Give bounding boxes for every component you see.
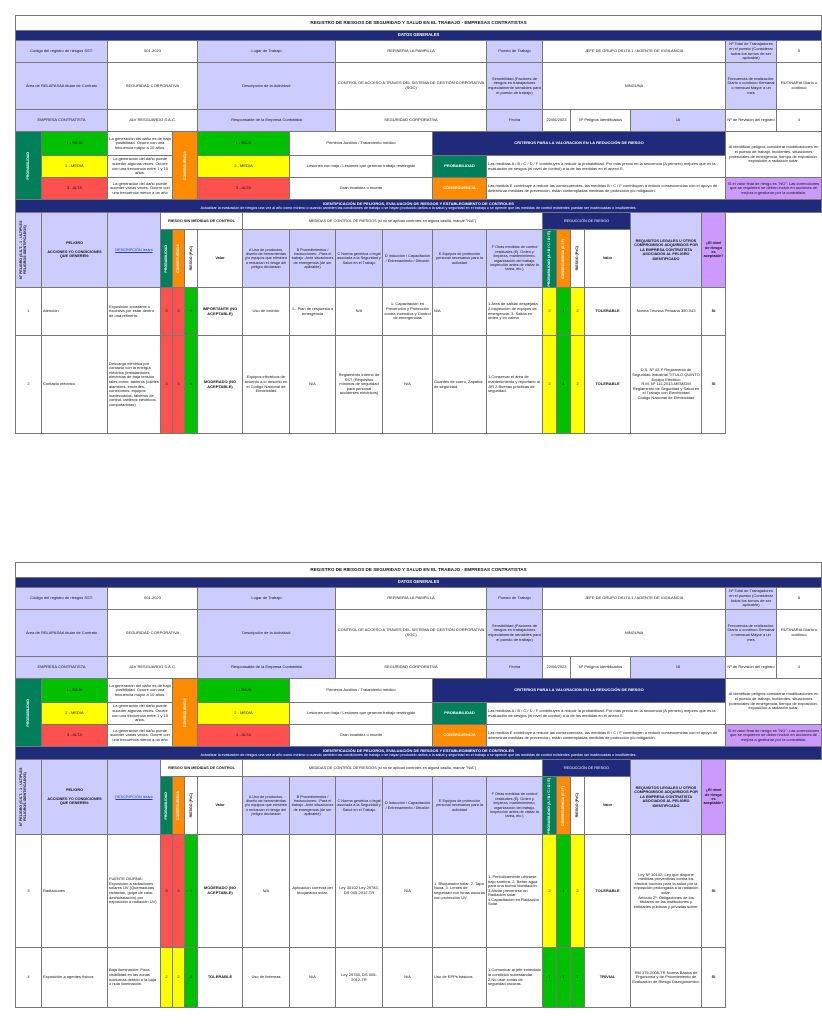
prob-level-1-desc: La generación del daño es de baja posibilidad. Ocurre con una frecuencia mayor a 10 años. — [108, 132, 173, 156]
register-title: REGISTRO DE RIESGOS DE SEGURIDAD Y SALUD EN EL TRABAJO - EMPRESAS CONTRATISTAS — [16, 563, 822, 578]
criterio-prob-text: Las medidas A / B / C / D / F contribuyen a reducir la probabilidad. Por más previo en la secuencia (A primero) mejores que es la evaluación de riesgos (el nivel de control) a la de las medidas en el anexo E. — [487, 156, 726, 178]
register-sheet-2 — [15, 562, 820, 1008]
criterios-header: CRITERIOS PARA LA VALORACION EN LA REDUCCIÓN DE RIESGO — [433, 679, 726, 703]
acceptable-value: SI — [702, 835, 726, 948]
risk-level: TOLERABLE — [198, 948, 243, 1008]
col-riesgo: RIESGO (PxC) — [185, 230, 198, 288]
col-medida-d: D Inducción / Capacitación / Entrenamiento / Difusión — [383, 230, 433, 288]
cons-residual: 1 — [557, 948, 571, 1008]
criterio-cons-tag: CONSECUENCIA — [433, 178, 487, 200]
legal-requirements: Ley Nº 30102: Ley que dispone medidas preventivas contra los efectos nocivos para la salud por la exposición prolongada a la radiación solar. Artículo 2º: Obligaciones de los titulares de las instituciones y entidades públicas y privadas sobre. — [631, 835, 702, 948]
hazard-description: Exposición constante o excesiva por estar dentro de una refinería. — [108, 288, 161, 336]
prob-value: 3 — [161, 336, 173, 434]
col-consecuencia: CONSECUENCIA — [173, 230, 185, 288]
note-identificar: Al identificar peligros considerar modificaciones en el puesto de trabajo, incidentes, situaciones potenciales de emergencia, tiempo de exposición, exposición a radiación solar. — [726, 679, 822, 725]
hazard-number: 4 — [16, 948, 42, 1008]
note-valor-final: Si el valor final de riesgo es "NO": Las correcciones que se requieren se deben incluir en acciones de mejora a gestionar por la contratista. — [726, 725, 822, 747]
cons-level-3: 3 - ALTA — [198, 178, 290, 200]
measure-a: Uso de extintor — [243, 288, 290, 336]
cons-residual: 1 — [557, 835, 571, 948]
col-valor-2: Valor — [585, 777, 631, 835]
col-medida-f: F Otras medidas de control residuales (Ej. Orden y limpieza, mantenimiento, organización del trabajo, inspección antes de visitar la tarea, etc.) — [487, 230, 543, 288]
empresa-value: J&V RESGUARDO S.A.C. — [108, 657, 198, 679]
puesto-label: Puesto de Trabajo — [487, 41, 543, 63]
desc-value: CONTROL DE ACCESO A TRAVES DEL SISTEMA DE GESTIÓN CORPORATIVA (SGC) — [336, 610, 487, 657]
risk-level: IMPORTANTE (NO ACEPTABLE) — [198, 288, 243, 336]
hazard-name: Atención — [42, 288, 108, 336]
sens-value: NINGUNA — [543, 63, 726, 110]
codigo-value: 001-2023 — [108, 588, 198, 610]
cons-level-2-desc: Lesiones con baja / Lesiones que generan trabajo restringido — [290, 156, 433, 178]
prob-value: 2 — [161, 948, 173, 1008]
criterio-prob-tag: PROBABILIDAD — [433, 156, 487, 178]
col-medida-b: B Procedimientos / Instrucciones: -Para el trabajo -Ante situaciones de emergencia (de ser aplicable) — [290, 230, 336, 288]
criterio-prob-tag: PROBABILIDAD — [433, 703, 487, 725]
risk-value: 4 — [185, 948, 198, 1008]
col-probabilidad-2: PROBABILIDAD (A / B / C / D / E) — [543, 777, 557, 835]
col-probabilidad-2: PROBABILIDAD (A / B / C / D / E) — [543, 230, 557, 288]
criterio-cons-tag: CONSECUENCIA — [433, 725, 487, 747]
register-title: REGISTRO DE RIESGOS DE SEGURIDAD Y SALUD EN EL TRABAJO - EMPRESAS CONTRATISTAS — [16, 16, 822, 31]
col-aceptable: ¿El nivel de riesgo es aceptable? — [702, 213, 726, 288]
risk-value: 9 — [185, 835, 198, 948]
consecuencia-label: CONSECUENCIA — [173, 132, 198, 200]
cons-level-3-desc: Gran invalidez o muerte — [290, 725, 433, 747]
col-consecuencia-2: CONSECUENCIA (E / F) — [557, 230, 571, 288]
col-medida-f: F Otras medidas de control residuales (Ej. Orden y limpieza, mantenimiento, organización del trabajo, inspección antes de visitar la tarea, etc.) — [487, 777, 543, 835]
hazard-name: Contacto eléctrico — [42, 336, 108, 434]
lugar-value: REFINERIA LA PAMPILLA — [336, 588, 487, 610]
col-sin-medidas: RIESGO SIN MEDIDAS DE CONTROL — [161, 213, 243, 230]
cons-residual: 1 — [557, 336, 571, 434]
prob-level-3: 3 - ALTA — [42, 178, 108, 200]
prob-level-2-desc: La generación del daño puede suceder algunas veces. Ocurre con una frecuencia entre 1 y 10 años. — [108, 703, 173, 725]
hazard-row — [16, 288, 822, 336]
measure-b: 1.- Plan de respuesta a emergencia — [290, 288, 336, 336]
register-sheet-1 — [15, 15, 820, 434]
measure-c: N/A — [336, 288, 383, 336]
ntrab-label: Nº Total de Trabajadores en el puesto (Considerar todos los turnos de ser aplicable) — [726, 588, 777, 610]
legal-requirements: RM 375-2008-TR Norma Básica de Ergonomía y de Procedimiento de Evaluación de Riesgo Disergonómico. — [631, 948, 702, 1008]
prob-level-1-desc: La generación del daño es de baja posibilidad. Ocurre con una frecuencia mayor a 10 años. — [108, 679, 173, 703]
cons-residual: 1 — [557, 288, 571, 336]
section-identificacion: IDENTIFICACIÓN DE PELIGROS, EVALUACIÓN DE RIESGOS Y ESTABLECIMIENTO DE CONTROLES Actualizar la evaluación de riesgos una vez al año como mínimo o cuando cambien las condiciones de trabajo o se hayan producido daños a la salud y seguridad en el trabajo o se aprecie que las medidas de control existentes puedan ser inadecuadas o insuficientes. — [16, 747, 822, 760]
risk-level-residual: TRIVIAL — [585, 948, 631, 1008]
cons-level-1: 1 - BAJA — [198, 679, 290, 703]
section-datos-generales: DATOS GENERALES — [16, 31, 822, 41]
col-medida-e: E Equipos de protección personal necesarios para la actividad — [433, 230, 487, 288]
fecha-value: 22/06/2023 — [543, 657, 571, 679]
measure-f: 1.Área de salida/ despejada 2.Inspección de equipos de emergencia. 3. Salida en orden y en calma — [487, 288, 543, 336]
prob-level-1: 1 - BAJA — [42, 132, 108, 156]
legal-requirements: Norma Técnica Peruana 350.043 — [631, 288, 702, 336]
section-datos-generales: DATOS GENERALES — [16, 578, 822, 588]
cons-level-2-desc: Lesiones con baja / Lesiones que generan trabajo restringido — [290, 703, 433, 725]
risk-value: 9 — [185, 336, 198, 434]
codigo-label: Código del registro de riesgos SST: — [16, 588, 108, 610]
nrev-label: Nº de Revisión del registro — [726, 110, 777, 132]
criterios-header: CRITERIOS PARA LA VALORACION EN LA REDUCCIÓN DE RIESGO — [433, 132, 726, 156]
puesto-value: JEFE DE GRUPO DELTA 1 / AGENTE DE VIGILANCIA — [543, 41, 726, 63]
col-valor: Valor — [198, 230, 243, 288]
col-requisitos: REQUISITOS LEGALES U OTROS COMPROMISOS ADQUIRIDOS POR LA EMPRESA CONTRATISTA ASOCIADOS AL PELIGRO IDENTIFICADO — [631, 213, 702, 288]
prob-level-2: 2 - MEDIA — [42, 703, 108, 725]
empresa-label: EMPRESA CONTRATISTA — [16, 110, 108, 132]
col-medida-c: C Norma genérica o legal asociada a la Seguridad y Salud en el Trabajo — [336, 230, 383, 288]
prob-residual: 2 — [543, 835, 557, 948]
desc-label: Descripción de la Actividad: — [198, 610, 336, 657]
nrev-label: Nº de Revisión del registro — [726, 657, 777, 679]
cons-level-2: 2 - MEDIA — [198, 703, 290, 725]
consecuencia-label: CONSECUENCIA — [173, 679, 198, 747]
hazard-description: FUENTE DIURNA: Exposición a radiaciones solares UV (Quemaduras radiación, golpe de calor, deshidratación) por exposición a radiación UV) — [108, 835, 161, 948]
legal-requirements: D.S. Nº 42-F Reglamento de Seguridad Industrial TITULO QUINTO Equipo Eléctrico R.M. Nº 111-2013-MEM/DM Reglamento de Seguridad y Salud en el Trabajo con Electricidad Código Nacional de Electricidad — [631, 336, 702, 434]
resp-label: Responsable de la Empresa Contratista — [198, 657, 336, 679]
risk-level-residual: TOLERABLE — [585, 288, 631, 336]
acceptable-value: SI — [702, 288, 726, 336]
fecha-label: Fecha — [487, 657, 543, 679]
frec-label: Frecuencia de realización: Diario o continuo Semanal o mensual Mayor a un mes — [726, 610, 777, 657]
area-value: SEGURIDAD CORPORATIVA — [108, 610, 198, 657]
measure-c: Reglamento Interno de SST (Requisitos mínimos de seguridad para personal accidentes eléctricos) — [336, 336, 383, 434]
hazard-number: 3 — [16, 835, 42, 948]
col-valor-2: Valor — [585, 230, 631, 288]
cons-value: 3 — [173, 835, 185, 948]
risk-level-residual: TOLERABLE — [585, 835, 631, 948]
cons-level-1-desc: Primeros Auxilios / Tratamiento médico — [290, 132, 433, 156]
measure-f: 1. Periódicamente ubicarse bajo sombra. 2. Beber agua para una buena hidratación. 3.Aliviar prevenirse en Radiación solar. 4.Capacitación en Radiación Solar. — [487, 835, 543, 948]
acceptable-value: SI — [702, 948, 726, 1008]
col-reduccion: REDUCCIÓN DE RIESGO — [543, 760, 631, 777]
cons-value: 3 — [173, 288, 185, 336]
col-probabilidad: PROBABILIDAD — [161, 230, 173, 288]
col-descripcion: DESCRIPCIÓN lesiva — [108, 213, 161, 288]
puesto-value: JEFE DE GRUPO DELTA 1 / AGENTE DE VIGILANCIA — [543, 588, 726, 610]
hazard-number: 2 — [16, 336, 42, 434]
risk-residual: 2 — [571, 835, 585, 948]
measure-a: N/A — [243, 835, 290, 948]
measure-a: Uso de linternas — [243, 948, 290, 1008]
col-medida-e: E Equipos de protección personal necesarios para la actividad — [433, 777, 487, 835]
note-identificar: Al identificar peligros considerar modificaciones en el puesto de trabajo, incidentes, situaciones potenciales de emergencia, tiempo de exposición, exposición a radiación solar. — [726, 132, 822, 178]
frec-value: RUTINARIA Diario o continuo — [777, 610, 822, 657]
cons-value: 2 — [173, 948, 185, 1008]
col-medida-c: C Norma genérica o legal asociada a la Seguridad y Salud en el Trabajo — [336, 777, 383, 835]
lugar-value: REFINERIA LA PAMPILLA — [336, 41, 487, 63]
hazard-description: Baja iluminación: Poca visibilidad en las zonas nocturnas debido a la baja o nula iluminación. — [108, 948, 161, 1008]
risk-level: MODERADO (NO ACEPTABLE) — [198, 835, 243, 948]
hazard-description: Descarga eléctrica por contacto con la energía eléctrica (instalaciones eléctricas de baja tensión tales como: tableros (cables alambres, enchufes, conexiones, equipos inadecuados, tableros de control, tableros eléctricos, computadoras) — [108, 336, 161, 434]
col-peligro: PELIGRO ACCIONES YO CONDICIONES QUE GENEREN: — [42, 760, 108, 835]
prob-value: 3 — [161, 835, 173, 948]
col-descripcion: DESCRIPCIÓN lesiva — [108, 760, 161, 835]
criterio-cons-text: Las medida E contribuye a reducir las consecuencias, las medidas B / C / F contribuyen a reducir consecuencias con el apoyo de determinar medidas de prevención, están contempladas medidas de protección y/o mitigación. — [487, 725, 726, 747]
col-medida-a: A Uso de productos, diseño de herramientas y/o equipos que eliminen o reduzcan el riesgo del peligro declarado — [243, 777, 290, 835]
measure-c: Ley 30102 Ley 29783, DS 005-2012-TR — [336, 835, 383, 948]
col-medida-b: B Procedimientos / Instrucciones: -Para el trabajo -Ante situaciones de emergencia (de ser aplicable) — [290, 777, 336, 835]
probabilidad-label: PROBABILIDAD — [16, 679, 42, 747]
hazard-row — [16, 835, 822, 948]
risk-level-residual: TOLERABLE — [585, 336, 631, 434]
empresa-label: EMPRESA CONTRATISTA — [16, 657, 108, 679]
col-consecuencia: CONSECUENCIA — [173, 777, 185, 835]
risk-residual: 2 — [571, 288, 585, 336]
col-valor: Valor — [198, 777, 243, 835]
prob-level-2: 2 - MEDIA — [42, 156, 108, 178]
desc-value: CONTROL DE ACCESO A TRAVES DEL SISTEMA DE GESTIÓN CORPORATIVA (SGC) — [336, 63, 487, 110]
cons-level-3-desc: Gran invalidez o muerte — [290, 178, 433, 200]
col-aceptable: ¿El nivel de riesgo es aceptable? — [702, 760, 726, 835]
prob-value: 3 — [161, 288, 173, 336]
col-probabilidad: PROBABILIDAD — [161, 777, 173, 835]
col-medidas-control: MEDIDAS DE CONTROL DE RIESGOS (si no se aplican controles en alguna casilla, marcar "N/A") — [243, 760, 543, 777]
hazard-row — [16, 336, 822, 434]
hazard-number: 1 — [16, 288, 42, 336]
hazard-name: Exposición a agentes físicos — [42, 948, 108, 1008]
sens-label: Sensibilidad (Factores de riesgos en trabajadores especialmente sensibles para el puesto de trabajo) — [487, 610, 543, 657]
npel-label: Nº Peligros identificados — [571, 110, 631, 132]
probabilidad-label: PROBABILIDAD — [16, 132, 42, 200]
lugar-label: Lugar de Trabajo — [198, 588, 336, 610]
hazard-name: Radiaciones — [42, 835, 108, 948]
puesto-label: Puesto de Trabajo — [487, 588, 543, 610]
desc-label: Descripción de la Actividad: — [198, 63, 336, 110]
fecha-label: Fecha — [487, 110, 543, 132]
area-value: SEGURIDAD CORPORATIVA — [108, 63, 198, 110]
col-consecuencia-2: CONSECUENCIA (E / F) — [557, 777, 571, 835]
col-nro-peligro: Nº PELIGRO (S.S.T. - 1 - ULTIPLES PELIGROS IDENTIFICADOS) — [16, 760, 42, 835]
measure-d: N/A — [383, 835, 433, 948]
cons-level-3: 3 - ALTA — [198, 725, 290, 747]
col-riesgo-2: RIESGO (PxC) — [571, 777, 585, 835]
cons-level-2: 2 - MEDIA — [198, 156, 290, 178]
cons-level-1-desc: Primeros Auxilios / Tratamiento médico — [290, 679, 433, 703]
nrev-value: 4 — [777, 657, 822, 679]
col-reduccion: REDUCCIÓN DE RIESGO — [543, 213, 631, 230]
register-table — [15, 15, 822, 434]
measure-e: N/A — [433, 288, 487, 336]
cons-level-1: 1 - BAJA — [198, 132, 290, 156]
codigo-label: Código del registro de riesgos SST: — [16, 41, 108, 63]
ntrab-value: 5 — [777, 41, 822, 63]
resp-label: Responsable de la Empresa Contratista — [198, 110, 336, 132]
col-medida-a: A Uso de productos, diseño de herramientas y/o equipos que eliminen o reduzcan el riesgo del peligro declarado — [243, 230, 290, 288]
prob-level-2-desc: La generación del daño puede suceder algunas veces. Ocurre con una frecuencia entre 1 y 10 años. — [108, 156, 173, 178]
measure-f: 1.Comunicar al jefe inmediato la condición subestandar. 2.No usar zonas de seguridad oscuras. — [487, 948, 543, 1008]
cons-value: 3 — [173, 336, 185, 434]
sens-label: Sensibilidad (Factores de riesgos en trabajadores especialmente sensibles para el puesto de trabajo) — [487, 63, 543, 110]
empresa-value: J&V RESGUARDO S.A.C. — [108, 110, 198, 132]
resp-value: SEGURIDAD CORPORATIVA — [336, 657, 487, 679]
measure-b: Aplicación correcta del bloqueador solar. — [290, 835, 336, 948]
measure-e: 1. Bloqueador solar. 2. Tapa Nuca. 3. Lentes de seguridad con lunas oscuras con protección UV. — [433, 835, 487, 948]
frec-label: Frecuencia de realización: Diario o continuo Semanal o mensual Mayor a un mes — [726, 63, 777, 110]
measure-e: Uso de EPPs básicos — [433, 948, 487, 1008]
npel-value: 16 — [631, 657, 726, 679]
measure-f: 1.Conservar el área de mantenimiento y reportarlo al JIR 2.Buenas prácticas de seguridad. — [487, 336, 543, 434]
measure-d: N/A — [383, 948, 433, 1008]
criterio-prob-text: Las medidas A / B / C / D / F contribuyen a reducir la probabilidad. Por más previo en la secuencia (A primero) mejores que es la evaluación de riesgos (el nivel de control) a la de las medidas en el anexo E. — [487, 703, 726, 725]
col-sin-medidas: RIESGO SIN MEDIDAS DE CONTROL — [161, 760, 243, 777]
prob-level-3: 3 - ALTA — [42, 725, 108, 747]
npel-value: 16 — [631, 110, 726, 132]
acceptable-value: SI — [702, 336, 726, 434]
frec-value: RUTINARIA Diario o continuo — [777, 63, 822, 110]
measure-c: Ley 29783, DS 005-2012-TR — [336, 948, 383, 1008]
prob-residual: 2 — [543, 288, 557, 336]
note-valor-final: Si el valor final de riesgo es "NO": Las correcciones que se requieren se deben incluir en acciones de mejora a gestionar por la contratista. — [726, 178, 822, 200]
measure-b: N/A — [290, 336, 336, 434]
measure-d: N/A — [383, 336, 433, 434]
col-riesgo: RIESGO (PxC) — [185, 777, 198, 835]
prob-level-1: 1 - BAJA — [42, 679, 108, 703]
risk-level: MODERADO (NO ACEPTABLE) — [198, 336, 243, 434]
measure-b: N/A — [290, 948, 336, 1008]
col-medidas-control: MEDIDAS DE CONTROL DE RIESGOS (si no se aplican controles en alguna casilla, marcar "N/A") — [243, 213, 543, 230]
npel-label: Nº Peligros identificados — [571, 657, 631, 679]
prob-level-3-desc: La generación del daño puede suceder varias veces. Ocurre con una frecuencia menor a un año — [108, 178, 173, 200]
resp-value: SEGURIDAD CORPORATIVA — [336, 110, 487, 132]
risk-residual: 1 — [571, 948, 585, 1008]
risk-residual: 2 — [571, 336, 585, 434]
prob-level-3-desc: La generación del daño puede suceder varias veces. Ocurre con una frecuencia menor a un año — [108, 725, 173, 747]
register-table — [15, 562, 822, 1008]
codigo-value: 001-2023 — [108, 41, 198, 63]
col-peligro: PELIGRO ACCIONES YO CONDICIONES QUE GENEREN: — [42, 213, 108, 288]
risk-value: 9 — [185, 288, 198, 336]
measure-a: Equipos eléctricos de acuerdo a lo descrito en el Código Nacional de Electricidad — [243, 336, 290, 434]
ntrab-label: Nº Total de Trabajadores en el puesto (Considerar todos los turnos de ser aplicable) — [726, 41, 777, 63]
area-label: Área de RELAPASAA titular de Contrato — [16, 610, 108, 657]
sens-value: NINGUNA — [543, 610, 726, 657]
fecha-value: 22/06/2023 — [543, 110, 571, 132]
col-nro-peligro: Nº PELIGRO (S.S.T. - 1 - ULTIPLES PELIGROS IDENTIFICADOS) — [16, 213, 42, 288]
col-medida-d: D Inducción / Capacitación / Entrenamiento / Difusión — [383, 777, 433, 835]
criterio-cons-text: Las medida E contribuye a reducir las consecuencias, las medidas B / C / F contribuyen a reducir consecuencias con el apoyo de determinar medidas de prevención, están contempladas medidas de protección y/o mitigación. — [487, 178, 726, 200]
area-label: Área de RELAPASAA titular de Contrato — [16, 63, 108, 110]
prob-residual: 2 — [543, 336, 557, 434]
prob-residual: 1 — [543, 948, 557, 1008]
hazard-row — [16, 948, 822, 1008]
col-requisitos: REQUISITOS LEGALES U OTROS COMPROMISOS ADQUIRIDOS POR LA EMPRESA CONTRATISTA ASOCIADOS AL PELIGRO IDENTIFICADO — [631, 760, 702, 835]
section-identificacion: IDENTIFICACIÓN DE PELIGROS, EVALUACIÓN DE RIESGOS Y ESTABLECIMIENTO DE CONTROLES Actualizar la evaluación de riesgos una vez al año como mínimo o cuando cambien las condiciones de trabajo o se hayan producido daños a la salud y seguridad en el trabajo o se aprecie que las medidas de control existentes puedan ser inadecuadas o insuficientes. — [16, 200, 822, 213]
nrev-value: 4 — [777, 110, 822, 132]
ntrab-value: 5 — [777, 588, 822, 610]
col-riesgo-2: RIESGO (PxC) — [571, 230, 585, 288]
measure-d: 1. Capacitación en Prevención y Protección contra incendios y Control de emergencias — [383, 288, 433, 336]
lugar-label: Lugar de Trabajo — [198, 41, 336, 63]
measure-e: Guantes de cuero, Zapatos de seguridad. — [433, 336, 487, 434]
